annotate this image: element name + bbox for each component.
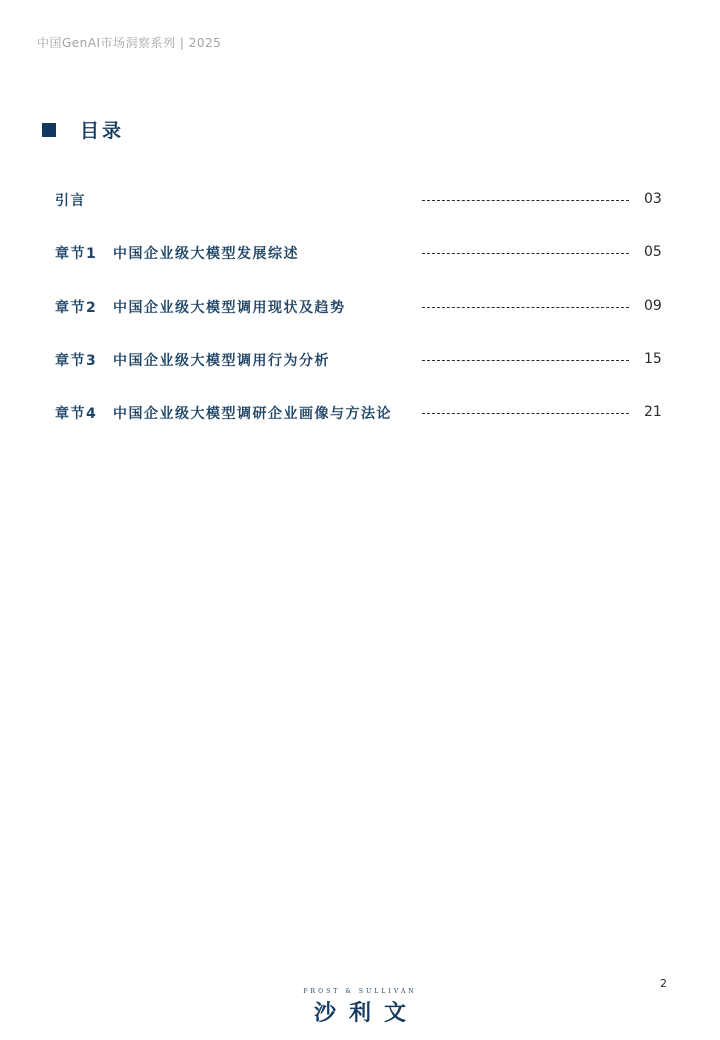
- toc-entry-page: 21: [644, 404, 662, 421]
- toc-title: 目录: [80, 120, 125, 142]
- frost-sullivan-logo: [296, 988, 424, 1027]
- toc-dash-leader: [422, 200, 629, 201]
- toc-list: [55, 188, 665, 454]
- toc-dash-leader: [422, 360, 629, 361]
- logo-english-text: FROST & SULLIVAN: [303, 988, 417, 995]
- toc-entry-label: 中国企业级大模型发展综述: [113, 246, 299, 263]
- toc-entry-chapter-3[interactable]: [55, 348, 665, 401]
- toc-entry-intro[interactable]: [55, 188, 665, 241]
- square-bullet-icon: [42, 123, 56, 137]
- toc-heading: [42, 116, 124, 143]
- toc-entry-chapter: 章节2: [55, 299, 98, 316]
- page-number: 2: [660, 977, 667, 990]
- toc-entry-chapter-1[interactable]: [55, 241, 665, 294]
- toc-entry-label: 中国企业级大模型调用行为分析: [113, 352, 330, 369]
- toc-entry-chapter-4[interactable]: [55, 401, 665, 454]
- toc-entry-chapter: 章节3: [55, 352, 98, 369]
- toc-entry-page: 15: [644, 350, 662, 367]
- report-series-header: 中国GenAI市场洞察系列 | 2025: [37, 36, 222, 50]
- toc-entry-chapter: 章节1: [55, 246, 98, 263]
- toc-entry-label: 引言: [55, 193, 86, 209]
- toc-entry-chapter: 章节4: [55, 406, 98, 423]
- toc-dash-leader: [422, 307, 629, 308]
- toc-entry-label: 中国企业级大模型调研企业画像与方法论: [113, 406, 392, 423]
- toc-dash-leader: [422, 253, 629, 254]
- toc-entry-page: 03: [644, 191, 662, 207]
- toc-entry-chapter-2[interactable]: [55, 295, 665, 348]
- toc-entry-page: 09: [644, 297, 662, 314]
- toc-entry-label: 中国企业级大模型调用现状及趋势: [113, 299, 346, 316]
- toc-dash-leader: [422, 413, 629, 414]
- logo-chinese-text: 沙利文: [313, 1001, 419, 1026]
- toc-entry-page: 05: [644, 244, 662, 261]
